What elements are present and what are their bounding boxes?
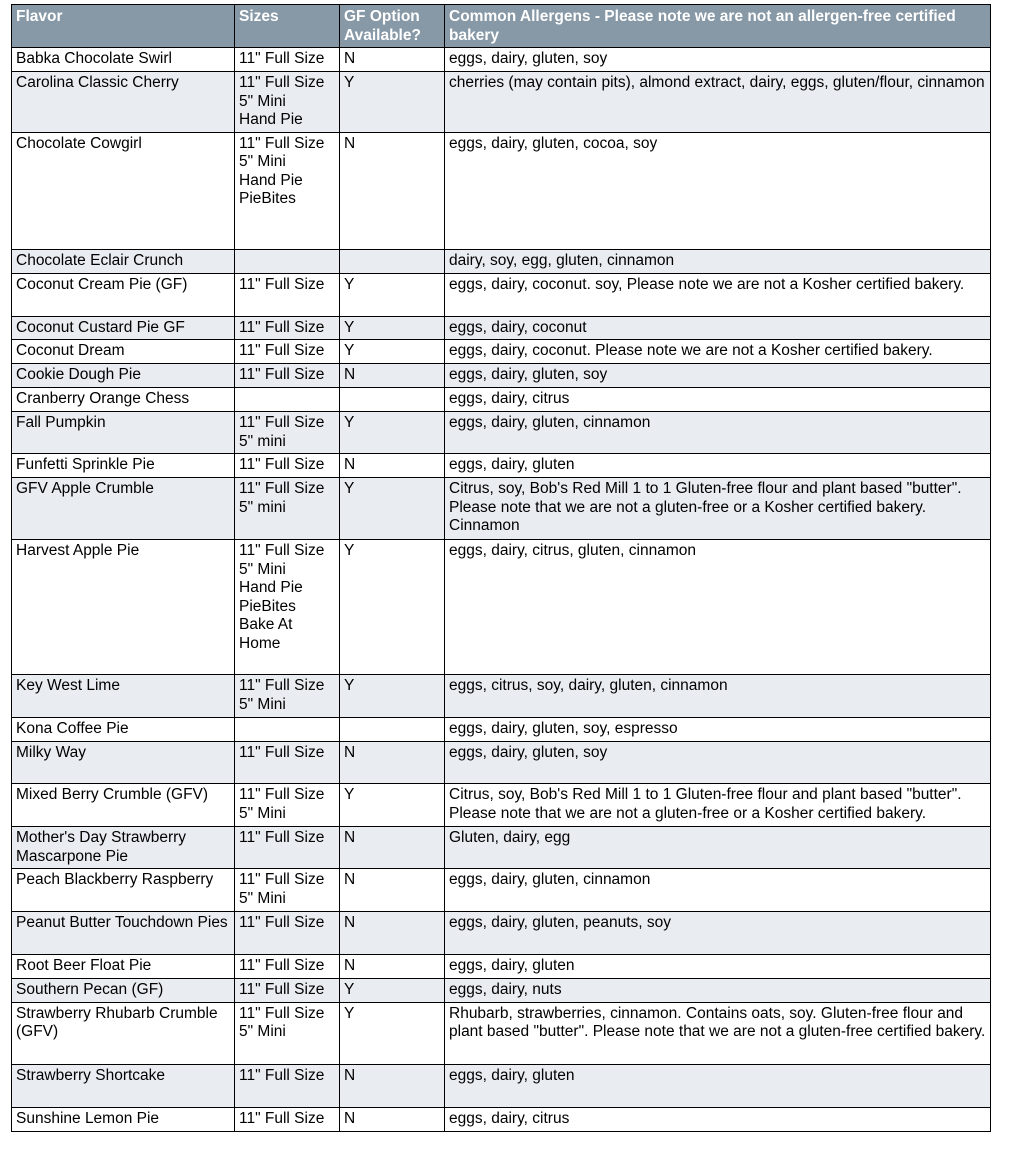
table-row [12,48,991,72]
table-row [12,132,991,249]
sizes-cell [235,388,340,412]
size-entry: 11" Full Size [239,480,325,497]
flavor-cell: Root Beer Float Pie [12,955,235,979]
size-entry: 5" Mini [239,560,286,578]
size-entry: PieBites [239,597,296,615]
sizes-cell [235,48,340,72]
allergens-cell: eggs, dairy, gluten, peanuts, soy [445,912,991,955]
sizes-cell [235,784,340,827]
gf-option-cell: N [340,1107,445,1131]
allergens-cell: dairy, soy, egg, gluten, cinnamon [445,249,991,273]
sizes-cell [235,912,340,955]
size-entry: 11" Full Size [239,786,325,803]
gf-option-cell: N [340,955,445,979]
size-entry: Hand Pie [239,579,303,596]
gf-option-cell: Y [340,316,445,340]
size-entry: 11" Full Size [239,1109,325,1127]
sizes-cell [235,675,340,718]
size-entry: Bake At Home [239,616,293,652]
allergens-cell: eggs, dairy, gluten, cinnamon [445,869,991,912]
size-entry: Hand Pie [239,111,303,128]
size-entry: 11" Full Size [239,744,325,761]
table-row [12,412,991,454]
allergens-cell: eggs, dairy, coconut. Please note we are not a Kosher certified bakery. [445,340,991,364]
flavor-cell: Sunshine Lemon Pie [12,1107,235,1131]
size-entry: 11" Full Size [239,1066,325,1084]
size-entry: 5" Mini [239,889,286,907]
sizes-cell [235,955,340,979]
flavor-cell: Strawberry Shortcake [12,1064,235,1107]
gf-option-cell: Y [340,273,445,316]
table-row [12,340,991,364]
table-row [12,388,991,412]
size-entry: 11" Full Size [239,871,325,888]
gf-option-cell: N [340,827,445,869]
size-entry: 11" Full Size [239,414,325,431]
size-entry: 11" Full Size [239,542,325,559]
sizes-cell [235,827,340,869]
table-row [12,784,991,827]
allergens-cell: eggs, dairy, gluten [445,955,991,979]
table-row [12,540,991,675]
sizes-cell [235,1064,340,1107]
header-row [12,5,991,48]
allergens-cell: eggs, dairy, gluten, soy [445,364,991,388]
header-flavor: Flavor [12,5,235,48]
gf-option-cell: Y [340,540,445,675]
flavor-cell: Harvest Apple Pie [12,540,235,675]
sizes-cell [235,1002,340,1064]
allergens-cell: eggs, dairy, gluten, cinnamon [445,412,991,454]
header-common-allergens: Common Allergens - Please note we are not an allergen-free certified bakery [445,5,991,48]
sizes-cell [235,273,340,316]
flavor-cell: Babka Chocolate Swirl [12,48,235,72]
allergens-cell: Rhubarb, strawberries, cinnamon. Contains oats, soy. Gluten-free flour and plant based "butter". Please note that we are not a gluten-free certified bakery. [445,1002,991,1064]
size-entry: 11" Full Size [239,50,325,67]
table-row [12,675,991,718]
allergens-cell: eggs, dairy, citrus [445,388,991,412]
flavor-cell: Mother's Day Strawberry Mascarpone Pie [12,827,235,869]
size-entry: 11" Full Size [239,275,325,293]
table-row [12,912,991,955]
table-row [12,1064,991,1107]
flavor-cell: Carolina Classic Cherry [12,72,235,133]
table-row [12,1002,991,1064]
header-gf-option: GF Option Available? [340,5,445,48]
flavor-cell: Coconut Cream Pie (GF) [12,273,235,316]
size-entry: 11" Full Size [239,829,325,846]
size-entry: 11" Full Size [239,677,325,694]
size-entry: 11" Full Size [239,957,325,974]
allergens-cell: eggs, dairy, gluten [445,454,991,478]
flavor-cell: Chocolate Eclair Crunch [12,249,235,273]
size-entry: 11" Full Size [239,914,325,931]
size-entry: 5" Mini [239,1023,286,1040]
flavor-cell: Fall Pumpkin [12,412,235,454]
gf-option-cell: N [340,48,445,72]
allergens-cell: eggs, citrus, soy, dairy, gluten, cinnamon [445,675,991,718]
gf-option-cell [340,388,445,412]
sizes-cell [235,540,340,675]
flavor-cell: Peanut Butter Touchdown Pies [12,912,235,955]
sizes-cell [235,340,340,364]
size-entry: PieBites [239,190,296,207]
table-row [12,869,991,912]
flavor-cell: Cranberry Orange Chess [12,388,235,412]
flavor-cell: GFV Apple Crumble [12,478,235,540]
sizes-cell [235,478,340,540]
sizes-cell [235,249,340,273]
gf-option-cell [340,249,445,273]
gf-option-cell: N [340,912,445,955]
flavor-cell: Coconut Custard Pie GF [12,316,235,340]
flavor-cell: Peach Blackberry Raspberry [12,869,235,912]
flavor-cell: Funfetti Sprinkle Pie [12,454,235,478]
sizes-cell [235,978,340,1002]
flavor-cell: Southern Pecan (GF) [12,978,235,1002]
size-entry: 11" Full Size [239,74,325,91]
flavor-cell: Cookie Dough Pie [12,364,235,388]
allergens-cell: eggs, dairy, coconut [445,316,991,340]
gf-option-cell: N [340,364,445,388]
table-row [12,827,991,869]
allergens-cell: eggs, dairy, gluten, soy [445,742,991,784]
flavor-cell: Mixed Berry Crumble (GFV) [12,784,235,827]
sizes-cell [235,412,340,454]
sizes-cell [235,718,340,742]
allergens-cell: eggs, dairy, citrus, gluten, cinnamon [445,540,991,675]
table-row [12,478,991,540]
allergens-cell: Gluten, dairy, egg [445,827,991,869]
flavor-cell: Key West Lime [12,675,235,718]
gf-option-cell: N [340,742,445,784]
size-entry: 5" Mini [239,153,286,170]
allergens-cell: eggs, dairy, gluten, soy, espresso [445,718,991,742]
sizes-cell [235,364,340,388]
size-entry: 5" Mini [239,695,286,713]
gf-option-cell: Y [340,1002,445,1064]
table-row [12,454,991,478]
allergens-cell: eggs, dairy, gluten, soy [445,48,991,72]
size-entry: 5" mini [239,432,286,450]
sizes-cell [235,454,340,478]
header-sizes: Sizes [235,5,340,48]
table-row [12,72,991,133]
allergens-cell: Citrus, soy, Bob's Red Mill 1 to 1 Gluten-free flour and plant based "butter". Please note that we are not a gluten-free or a Kosher certified bakery. Cinnamon [445,478,991,540]
allergens-cell: eggs, dairy, citrus [445,1107,991,1131]
gf-option-cell: N [340,454,445,478]
table-row [12,742,991,784]
size-entry: 11" Full Size [239,980,325,998]
table-row [12,955,991,979]
flavor-cell: Kona Coffee Pie [12,718,235,742]
sizes-cell [235,316,340,340]
allergens-cell: cherries (may contain pits), almond extract, dairy, eggs, gluten/flour, cinnamon [445,72,991,133]
gf-option-cell: N [340,132,445,249]
size-entry: 11" Full Size [239,1004,325,1022]
size-entry: 11" Full Size [239,366,325,383]
flavor-cell: Coconut Dream [12,340,235,364]
gf-option-cell: Y [340,412,445,454]
flavor-cell: Chocolate Cowgirl [12,132,235,249]
gf-option-cell: Y [340,675,445,718]
gf-option-cell [340,718,445,742]
size-entry: Hand Pie [239,171,303,189]
allergens-cell: eggs, dairy, gluten [445,1064,991,1107]
size-entry: 5" Mini [239,804,286,822]
table-row [12,718,991,742]
sizes-cell [235,72,340,133]
allergens-cell: eggs, dairy, nuts [445,978,991,1002]
table-row [12,273,991,316]
gf-option-cell: Y [340,340,445,364]
sizes-cell [235,1107,340,1131]
allergens-cell: Citrus, soy, Bob's Red Mill 1 to 1 Gluten-free flour and plant based "butter". Please note that we are not a gluten-free or a Kosher certified bakery. [445,784,991,827]
table-row [12,364,991,388]
size-entry: 11" Full Size [239,456,325,473]
allergen-table [11,4,991,1132]
table-row [12,316,991,340]
sizes-cell [235,869,340,912]
sizes-cell [235,742,340,784]
gf-option-cell: N [340,1064,445,1107]
flavor-cell: Milky Way [12,742,235,784]
gf-option-cell: Y [340,72,445,133]
gf-option-cell: Y [340,978,445,1002]
allergens-cell: eggs, dairy, coconut. soy, Please note we are not a Kosher certified bakery. [445,273,991,316]
table-row [12,1107,991,1131]
size-entry: 5" mini [239,498,286,516]
gf-option-cell: N [340,869,445,912]
gf-option-cell: Y [340,478,445,540]
table-row [12,249,991,273]
size-entry: 5" Mini [239,92,286,110]
size-entry: 11" Full Size [239,342,325,359]
sizes-cell [235,132,340,249]
table-row [12,978,991,1002]
size-entry: 11" Full Size [239,318,325,336]
flavor-cell: Strawberry Rhubarb Crumble (GFV) [12,1002,235,1064]
allergens-cell: eggs, dairy, gluten, cocoa, soy [445,132,991,249]
gf-option-cell: Y [340,784,445,827]
size-entry: 11" Full Size [239,134,325,152]
